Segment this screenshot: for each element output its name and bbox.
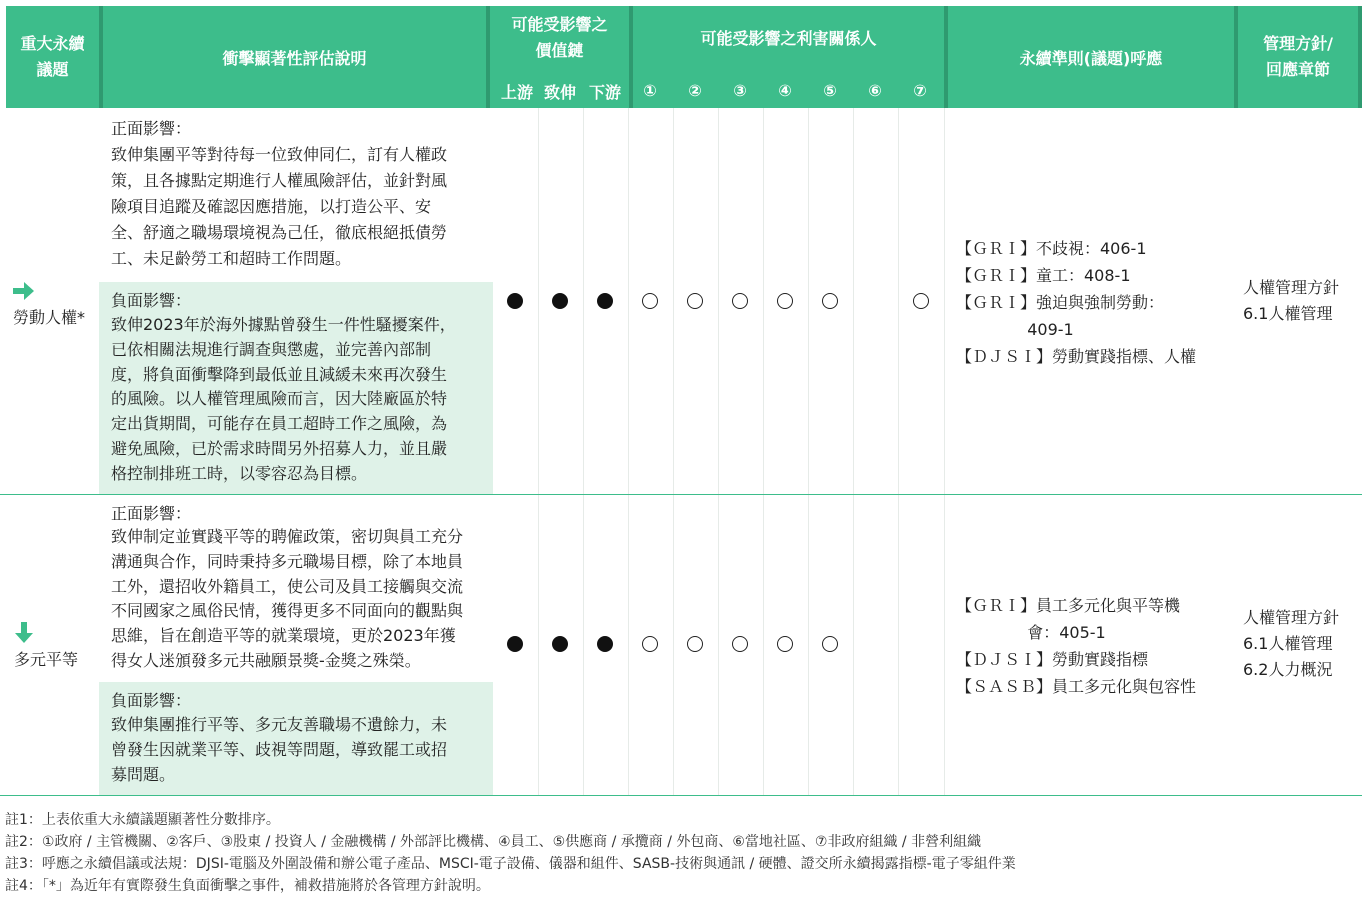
table-row	[0, 495, 1366, 795]
negative-impact-text: 致伸2023年於海外據點曾發生一件性騷擾案件， 已依相關法規進行調查與懲處，並完善內部制 度，將負面衝擊降到最低並且減緩未來再次發生 的風險。以人權管理風險而言，因大陸廠區於特 定出貨期間，可能存在員工超時工作之風險，為 避免風險，已於需求時間另外招募人力，並且嚴 格控制排班工時，以零容忍為目標。	[111, 315, 456, 483]
footnote-3: 註3：呼應之永續倡議或法規：DJSI-電腦及外圍設備和辦公電子產品、MSCI-電子設備、儀器和組件、SASB-技術與通訊 / 硬體、證交所永續揭露指標-電子零組件業	[5, 856, 1016, 872]
stakeholder-3-empty-dot	[732, 636, 748, 652]
policy-chapter: 人權管理方針 6.1人權管理	[1243, 278, 1340, 323]
footnote-4: 註4：「*」為近年有實際發生負面衝擊之事件，補救措施將於各管理方針說明。	[5, 878, 490, 894]
standards-list: 【ＧＲＩ】不歧視：406-1 【ＧＲＩ】童工：408-1 【ＧＲＩ】強迫與強制勞動： 409-1 【ＤＪＳＩ】勞動實踐指標、人權	[956, 239, 1197, 366]
stakeholder-7: ⑦	[913, 80, 927, 100]
footnotes	[5, 809, 1361, 897]
primax-filled-dot	[552, 293, 568, 309]
stakeholder-6: ⑥	[868, 80, 882, 100]
stakeholder-5: ⑤	[823, 80, 837, 100]
standards-list: 【ＧＲＩ】員工多元化與平等機 會：405-1 【ＤＪＳＩ】勞動實踐指標 【ＳＡＳＢ】員工多元化與包容性	[956, 596, 1197, 696]
arrow-down-icon	[14, 622, 34, 644]
value-chain-primax: 致伸	[543, 82, 576, 102]
issue-label: 勞動人權*	[13, 308, 86, 327]
negative-impact-box	[99, 282, 493, 494]
downstream-filled-dot	[597, 636, 613, 652]
positive-impact-text: 致伸集團平等對待每一位致伸同仁，訂有人權政 策，且各據點定期進行人權風險評估，並針對風 險項目追蹤及確認因應措施，以打造公平、安 全、舒適之職場環境視為己任，徹底根絕抵債勞 工、未足齡勞工和超時工作問題。	[111, 145, 448, 268]
issue-label: 多元平等	[14, 650, 79, 669]
upstream-filled-dot	[507, 636, 523, 652]
header-policy: 管理方針/ 回應章節	[1238, 6, 1358, 108]
footnote-1: 註1：上表依重大永續議題顯著性分數排序。	[5, 812, 280, 828]
stakeholder-4: ④	[778, 80, 792, 100]
header-divider	[1358, 6, 1362, 108]
header-value-chain-title: 可能受影響之 價值鏈	[511, 15, 608, 60]
table-row	[0, 108, 1366, 494]
stakeholder-4-empty-dot	[777, 293, 793, 309]
stakeholder-1-empty-dot	[642, 293, 658, 309]
negative-impact-title: 負面影響：	[111, 691, 192, 710]
stakeholder-2-empty-dot	[687, 293, 703, 309]
stakeholder-3: ③	[733, 80, 747, 100]
positive-impact-title: 正面影響：	[111, 504, 192, 523]
arrow-right-icon	[13, 281, 35, 301]
positive-impact-text: 致伸制定並實踐平等的聘僱政策，密切與員工充分 溝通與合作，同時秉持多元職場目標，除了本地員 工外，還招收外籍員工，使公司及員工接觸與交流 不同國家之風俗民情，獲得更多不同面向的觀點與 思維，旨在創造平等的就業環境，更於2023年獲 得女人迷頒發多元共融願景獎-金獎之殊榮。	[111, 527, 464, 670]
stakeholder-5-empty-dot	[822, 293, 838, 309]
downstream-filled-dot	[597, 293, 613, 309]
header-stakeholders-title: 可能受影響之利害關係人	[700, 28, 877, 48]
upstream-filled-dot	[507, 293, 523, 309]
header-description: 衝擊顯著性評估說明	[103, 6, 486, 108]
value-chain-downstream: 下游	[588, 82, 621, 102]
header-value-chain	[490, 6, 629, 108]
header-stakeholders	[633, 6, 944, 108]
header-standards: 永續準則(議題)呼應	[948, 6, 1234, 108]
stakeholder-2-empty-dot	[687, 636, 703, 652]
row-divider	[0, 795, 1362, 796]
stakeholder-5-empty-dot	[822, 636, 838, 652]
stakeholder-1: ①	[643, 80, 657, 100]
stakeholder-4-empty-dot	[777, 636, 793, 652]
negative-impact-text: 致伸集團推行平等、多元友善職場不遺餘力，未 曾發生因就業平等、歧視等問題，導致罷工或招 募問題。	[111, 715, 448, 784]
header-issue: 重大永續 議題	[6, 6, 99, 108]
stakeholder-7-empty-dot	[913, 293, 929, 309]
stakeholder-2: ②	[688, 80, 702, 100]
stakeholder-1-empty-dot	[642, 636, 658, 652]
value-chain-upstream: 上游	[500, 82, 533, 102]
negative-impact-box	[99, 682, 493, 795]
positive-impact-title: 正面影響：	[111, 119, 192, 138]
footnote-2: 註2：①政府 / 主管機關、②客戶、③股東 / 投資人 / 金融機構 / 外部評比機構、④員工、⑤供應商 / 承攬商 / 外包商、⑥當地社區、⑦非政府組織 / 非營利組織	[5, 834, 982, 850]
negative-impact-title: 負面影響：	[111, 291, 192, 310]
policy-chapter: 人權管理方針 6.1人權管理 6.2人力概況	[1243, 608, 1340, 679]
primax-filled-dot	[552, 636, 568, 652]
stakeholder-3-empty-dot	[732, 293, 748, 309]
